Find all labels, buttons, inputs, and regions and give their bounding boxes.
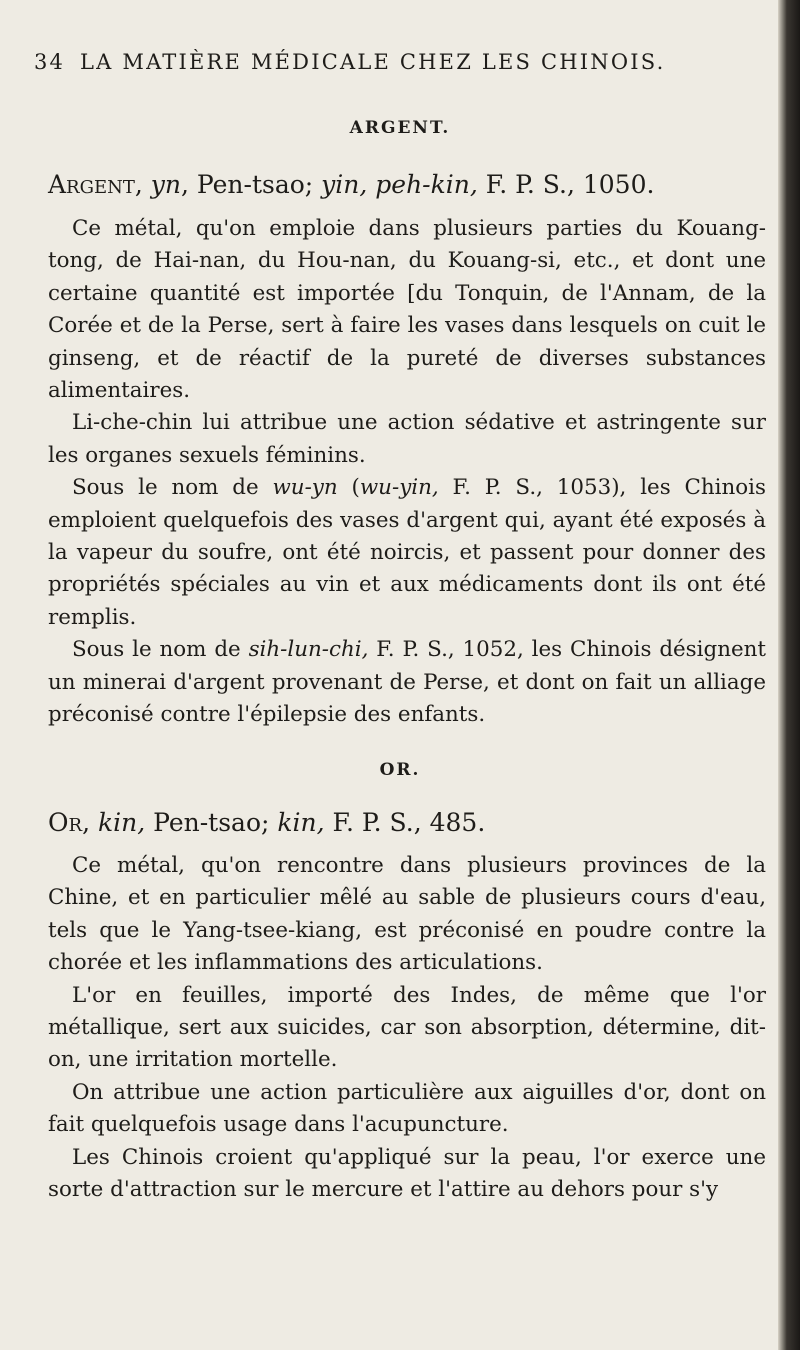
page-edge-shadow — [778, 0, 800, 1350]
section-body-or — [48, 850, 766, 1206]
chinese-term: wu-yn — [272, 475, 338, 501]
text-run: F. P. S., 1053), les Chinois emploient quelquefois des vases d'argent qui, ayant été exposés à la vapeur du soufre, ont été noircis, et passent pour donner des propriétés spéciales au vin et aux médicaments dont ils ont été remplis. — [48, 475, 766, 630]
chinese-name: kin, — [97, 808, 146, 837]
reference: F. P. S., 1050. — [477, 170, 655, 199]
chinese-name-alt: kin, — [277, 808, 325, 837]
text-run: Sous le nom de — [72, 475, 273, 501]
paragraph: Ce métal, qu'on rencontre dans plusieurs provinces de la Chine, et en particulier mêlé au sable de plusieurs cours d'eau, tels que le Yang-tsee-kiang, est préconisé en poudre contre la chorée et les inflammations des articulations. — [48, 853, 766, 976]
page-number: 34 — [34, 50, 66, 74]
source-name: , Pen-tsao; — [181, 170, 322, 199]
reference: F. P. S., 485. — [324, 808, 486, 837]
entry-heading-argent — [48, 170, 768, 199]
section-title-or: OR. — [379, 760, 421, 780]
paragraph — [48, 634, 766, 731]
text-run: F. P. S., 1052, les Chinois désignent un minerai d'argent provenant de Perse, et dont on fait un alliage préconisé contre l'épilepsie des enfants. — [48, 637, 766, 728]
source-name: Pen-tsao; — [145, 808, 278, 837]
running-head — [34, 50, 774, 74]
chinese-term: wu-yin, — [359, 475, 439, 501]
section-title-argent: ARGENT. — [349, 118, 451, 138]
chinese-name-alt: yin, peh-kin, — [321, 170, 478, 199]
paragraph: Ce métal, qu'on emploie dans plusieurs parties du Kouang-tong, de Hai-nan, du Hou-nan, du Kouang-si, etc., et dont une certaine quantité est importée [du Tonquin, de l'Annam, de la Corée et de la Perse, sert à faire les vases dans lesquels on cuit le ginseng, et de réactif de la pureté de diverses substances alimentaires. — [48, 216, 766, 404]
entry-heading-or — [48, 808, 768, 837]
text-run: Sous le nom de — [72, 637, 249, 663]
paragraph: L'or en feuilles, importé des Indes, de même que l'or métallique, sert aux suicides, car son absorption, détermine, dit-on, une irritation mortelle. — [48, 982, 766, 1073]
paragraph: Les Chinois croient qu'appliqué sur la peau, l'or exerce une sorte d'attraction sur le mercure et l'attire au dehors pour s'y — [48, 1144, 766, 1203]
section-body-argent — [48, 213, 766, 732]
paragraph: On attribue une action particulière aux aiguilles d'or, dont on fait quelquefois usage dans l'acupuncture. — [48, 1079, 766, 1138]
chinese-term: sih-lun-chi, — [248, 637, 369, 663]
headword: Argent — [48, 170, 135, 199]
text-run: ( — [337, 475, 360, 501]
running-title: LA MATIÈRE MÉDICALE CHEZ LES CHINOIS. — [80, 50, 666, 74]
separator: , — [134, 170, 151, 199]
separator: , — [82, 808, 98, 837]
chinese-name: yn — [150, 170, 182, 199]
headword: Or — [48, 808, 83, 837]
paragraph: Li-che-chin lui attribue une action sédative et astringente sur les organes sexuels féminins. — [48, 410, 766, 468]
paragraph — [48, 472, 766, 634]
